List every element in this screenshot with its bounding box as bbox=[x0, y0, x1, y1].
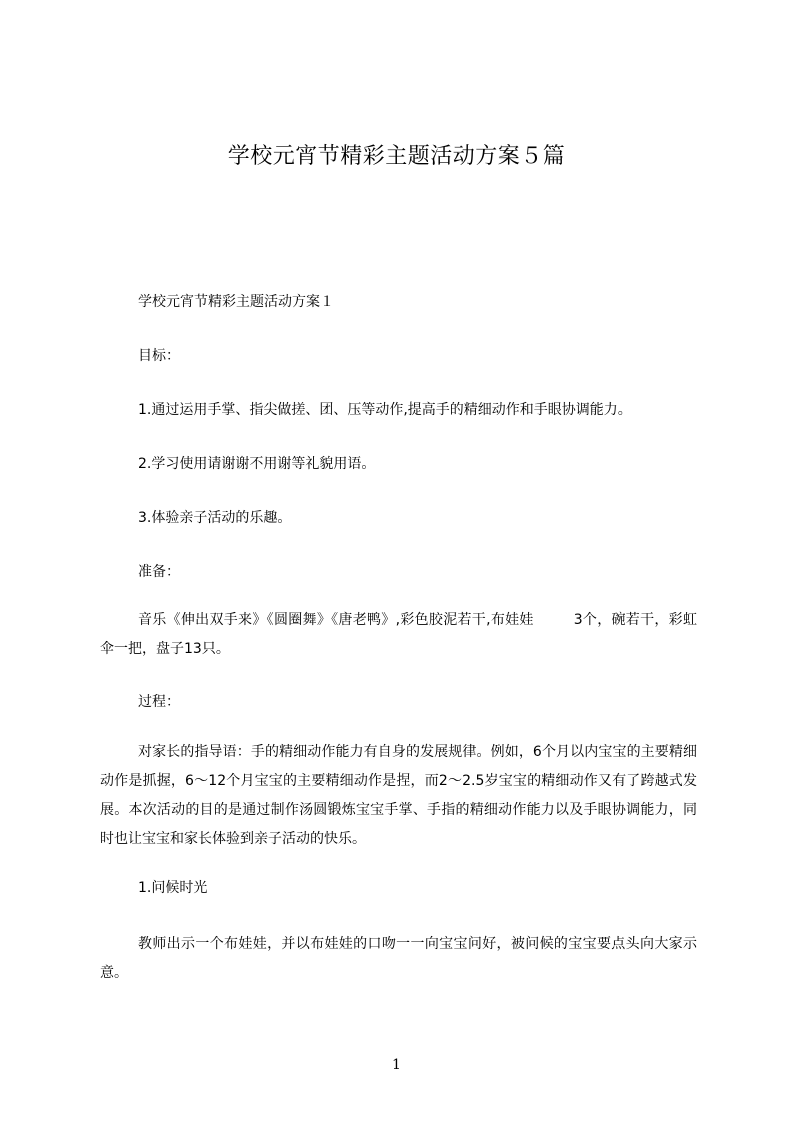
goal-item-2: 2.学习使用请谢谢不用谢等礼貌用语。 bbox=[138, 456, 376, 472]
section-heading: 学校元宵节精彩主题活动方案１ bbox=[138, 294, 334, 310]
step1-label: 1.问候时光 bbox=[138, 880, 208, 896]
goal-item-3: 3.体验亲子活动的乐趣。 bbox=[138, 510, 292, 526]
process-label: 过程： bbox=[138, 694, 180, 710]
process-paragraph: 对家长的指导语：手的精细动作能力有自身的发展规律。例如，6个月以内宝宝的主要精细动作是抓握，6～12个月宝宝的主要精细动作是捏，而2～2.5岁宝宝的精细动作又有了跨越式发展。本次活动的目的是通过制作汤圆锻炼宝宝手掌、手指的精细动作能力以及手眼协调能力，同时也让宝宝和家长体验到亲子活动的快乐。 bbox=[100, 744, 697, 847]
document-title: 学校元宵节精彩主题活动方案５篇 bbox=[227, 144, 566, 169]
prep-text-part1: 音乐《伸出双手来》《圆圈舞》《唐老鸭》,彩色胶泥若干,布娃娃 bbox=[138, 612, 534, 628]
page-number: 1 bbox=[392, 1057, 401, 1073]
prep-label: 准备： bbox=[138, 564, 180, 580]
prep-paragraph bbox=[100, 606, 697, 664]
goal-item-1: 1.通过运用手掌、指尖做搓、团、压等动作,提高手的精细动作和手眼协调能力。 bbox=[138, 402, 632, 418]
step1-paragraph: 教师出示一个布娃娃，并以布娃娃的口吻一一向宝宝问好，被问候的宝宝要点头向大家示意。 bbox=[100, 936, 697, 981]
goal-label: 目标： bbox=[138, 348, 180, 364]
prep-text-part2: 3个，碗若干，彩虹伞一把，盘子13只。 bbox=[100, 612, 697, 657]
